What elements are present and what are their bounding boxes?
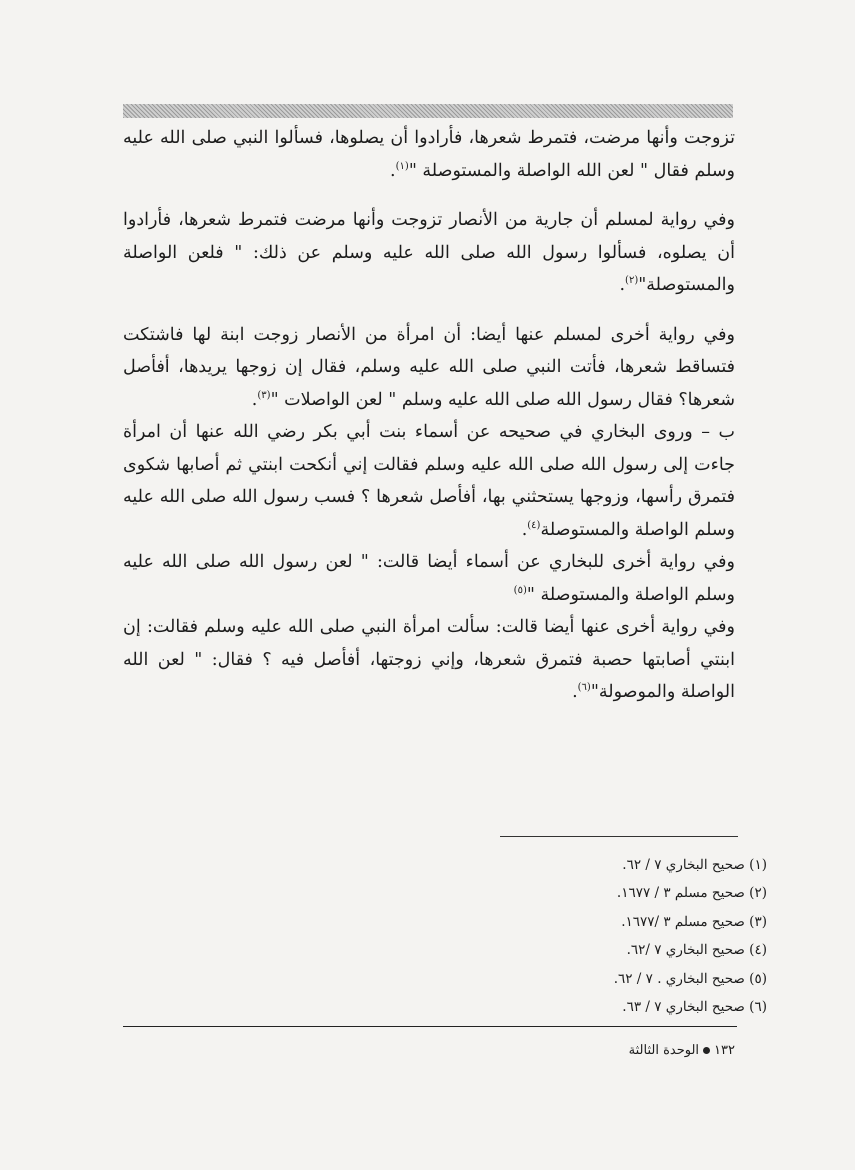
paragraph-4: ب – وروى البخاري في صحيحه عن أسماء بنت أبي بكر رضي الله عنها أن امرأة جاءت إلى رسول الله صلى الله عليه وسلم فقالت إني أنكحت ابنتي ثم أصابها شكوى فتمرق رأسها، وزوجها يستحثني بها، أفأصل شعرها ؟ فسب رسول الله صلى الله عليه وسلم الواصلة والمستوصلة$^{(٤)}$. <box>123 422 735 540</box>
footnote-ref-1: (١) <box>395 160 409 172</box>
footnote-4: (٤) صحيح البخاري ٧ /٦٢. <box>626 942 767 959</box>
paragraph-5: وفي رواية أخرى للبخاري عن أسماء أيضا قالت: " لعن رسول الله صلى الله عليه وسلم الواصلة والمستوصلة "$^{(٥)}$ <box>123 552 735 605</box>
footer-rule <box>123 1026 737 1027</box>
footnote-6: (٦) صحيح البخاري ٧ / ٦٣. <box>622 999 767 1016</box>
footnote-ref-3: (٣) <box>257 389 271 401</box>
footnote-ref-2: (٢) <box>625 275 639 287</box>
paragraph-3: وفي رواية أخرى لمسلم عنها أيضا: أن امرأة من الأنصار زوجت ابنة لها فاشتكت فتساقط شعرها، فأتت النبي صلى الله عليه وسلم، فقال إن زوجها يريدها، أفأصل شعرها؟ فقال رسول الله صلى الله عليه وسلم " لعن الواصلات "$^{(٣)}$. <box>123 324 735 410</box>
footnote-separator <box>500 836 738 837</box>
header-texture-band <box>123 104 733 118</box>
footnote-1: (١) صحيح البخاري ٧ / ٦٢. <box>622 857 767 873</box>
bullet-icon <box>703 1047 710 1054</box>
paragraph-2: وفي رواية لمسلم أن جارية من الأنصار تزوجت وأنها مرضت فتمرط شعرها، فأرادوا أن يصلوه، فسألوا رسول الله صلى الله عليه وسلم عن ذلك: " فلعن الواصلة والمستوصلة"$^{(٢)}$. <box>123 210 735 295</box>
footnote-ref-6: (٦) <box>577 682 591 694</box>
footnote-ref-5: (٥) <box>513 584 527 596</box>
footnote-3: (٣) صحيح مسلم ٣ /١٦٧٧. <box>621 913 767 930</box>
footnotes <box>400 851 767 1021</box>
paragraph-6: وفي رواية أخرى عنها أيضا قالت: سألت امرأة النبي صلى الله عليه وسلم فقالت: إن ابنتي أصابتها حصبة فتمرق شعرها، وإني زوجتها، أفأصل فيه ؟ فقال: " لعن الله الواصلة والموصولة"$^{(٦)}$. <box>123 617 735 702</box>
page-footer <box>400 1043 735 1058</box>
section-title: الوحدة الثالثة <box>628 1043 700 1058</box>
footnote-ref-4: (٤) <box>527 519 541 531</box>
page-number: ١٣٢ <box>714 1043 735 1058</box>
footnote-5: (٥) صحيح البخاري . ٧ / ٦٢. <box>613 970 767 987</box>
paragraph-1: تزوجت وأنها مرضت، فتمرط شعرها، فأرادوا أن يصلوها، فسألوا النبي صلى الله عليه وسلم فقال " لعن الله الواصلة والمستوصلة "$^{(١)}$. <box>123 128 735 181</box>
main-text <box>123 122 735 709</box>
footnote-2: (٢) صحيح مسلم ٣ / ١٦٧٧. <box>616 885 767 902</box>
